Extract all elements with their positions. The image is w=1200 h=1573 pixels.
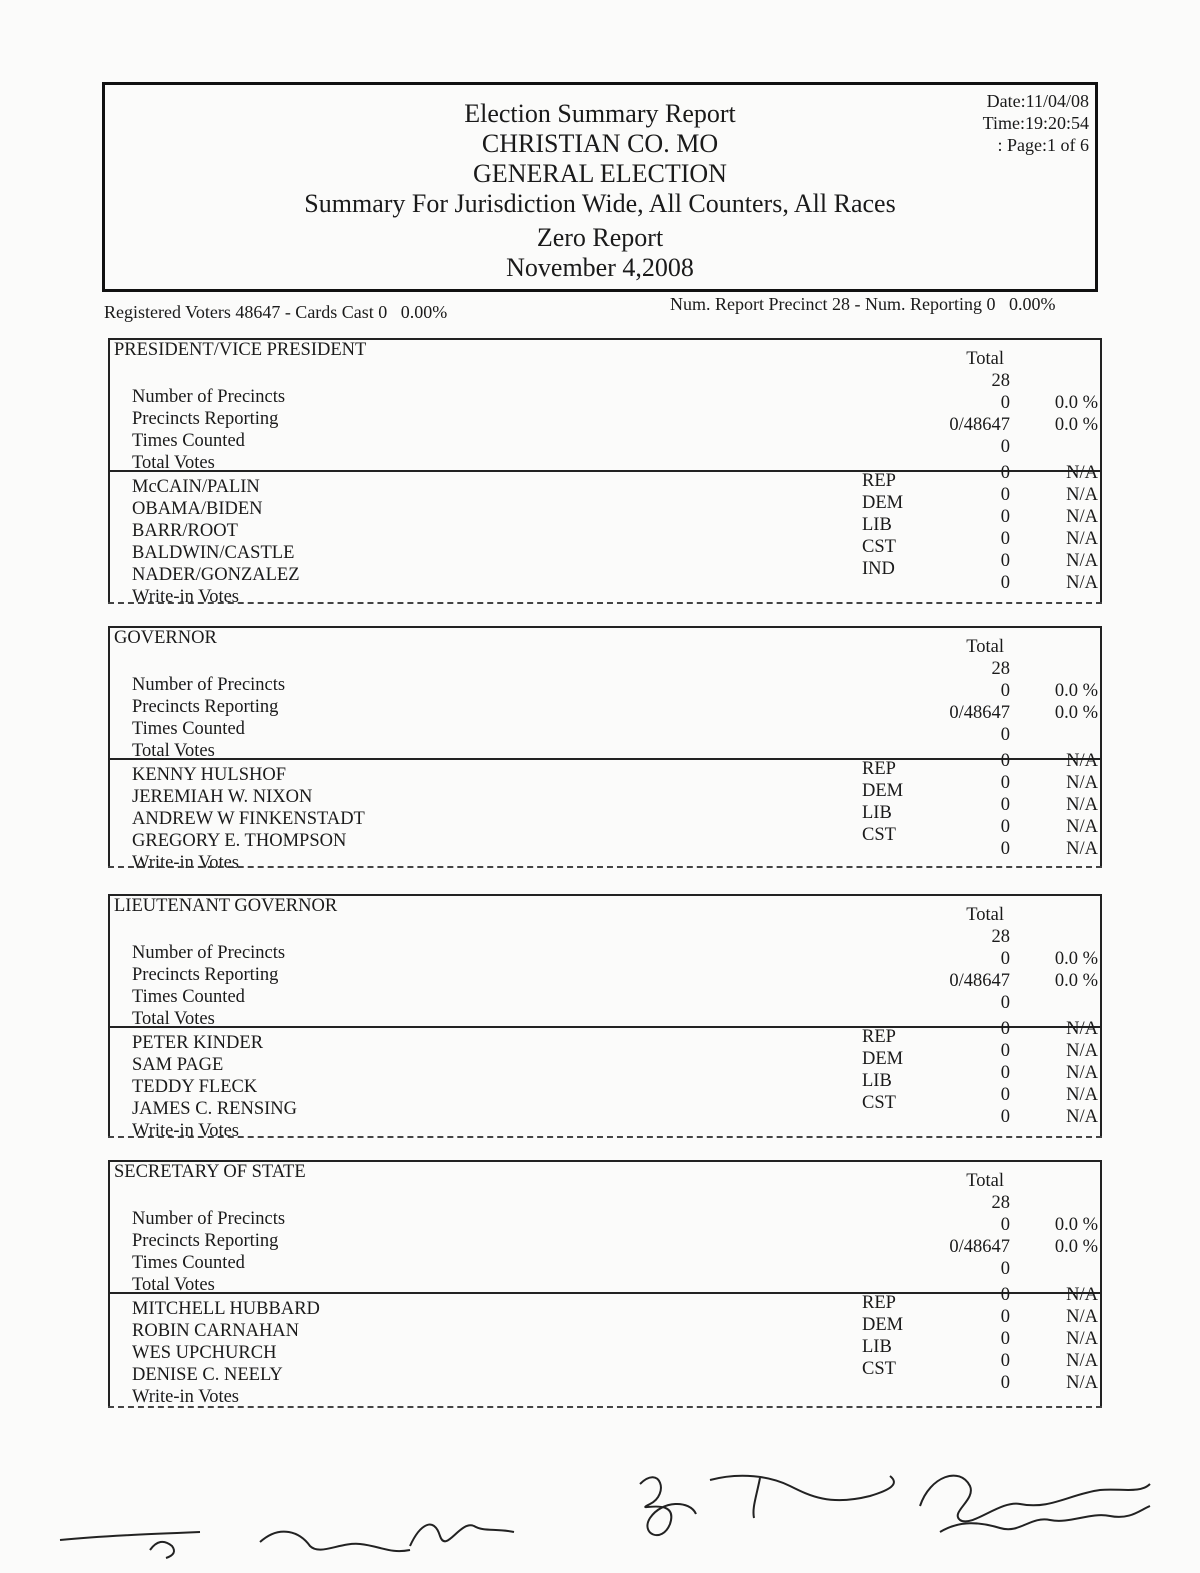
candidate-votes: 0 — [1000, 1063, 1010, 1083]
stat-label: Number of Precincts — [132, 387, 286, 407]
candidate-votes: 0 — [1000, 1329, 1010, 1349]
stat-label: Number of Precincts — [132, 943, 286, 963]
candidate-name: ROBIN CARNAHAN — [132, 1321, 300, 1341]
candidate-name: PETER KINDER — [132, 1033, 264, 1053]
stat-value: 28 — [991, 659, 1010, 679]
stat-label: Precincts Reporting — [132, 697, 279, 717]
candidate-party: CST — [862, 1093, 896, 1113]
stat-label: Number of Precincts — [132, 675, 286, 695]
page-number: : Page:1 of 6 — [997, 135, 1089, 155]
candidate-percent: N/A — [1066, 1019, 1098, 1039]
candidate-votes: 0 — [1000, 1373, 1010, 1393]
stat-percent: 0.0 % — [1054, 703, 1098, 723]
county-name: CHRISTIAN CO. MO — [481, 129, 719, 158]
candidate-percent: N/A — [1066, 551, 1098, 571]
stat-value: 0 — [1000, 393, 1010, 413]
stat-percent: 0.0 % — [1054, 415, 1098, 435]
candidate-percent: N/A — [1066, 463, 1098, 483]
candidate-party: LIB — [862, 515, 892, 535]
candidate-name: BALDWIN/CASTLE — [132, 543, 295, 563]
stat-label: Precincts Reporting — [132, 965, 279, 985]
candidate-percent: N/A — [1066, 839, 1098, 859]
candidate-votes: 0 — [1000, 463, 1010, 483]
stat-value: 0 — [1000, 681, 1010, 701]
candidate-percent: N/A — [1066, 573, 1098, 593]
registered-voters-line: Registered Voters 48647 - Cards Cast 0 0.00% — [104, 302, 448, 322]
race-lieutenant-governor — [108, 894, 1102, 1141]
candidate-percent: N/A — [1066, 1041, 1098, 1061]
candidate-votes: 0 — [1000, 1041, 1010, 1061]
candidate-votes: 0 — [1000, 529, 1010, 549]
race-title: GOVERNOR — [114, 628, 217, 648]
stat-label: Precincts Reporting — [132, 1231, 279, 1251]
candidate-percent: N/A — [1066, 1373, 1098, 1393]
stat-label: Total Votes — [132, 1275, 215, 1295]
candidate-name: DENISE C. NEELY — [132, 1365, 283, 1385]
stat-label: Times Counted — [132, 987, 245, 1007]
race-secretary-of-state — [108, 1160, 1102, 1408]
race-title: PRESIDENT/VICE PRESIDENT — [114, 340, 367, 360]
report-scope: Summary For Jurisdiction Wide, All Counters, All Races — [304, 189, 896, 218]
candidate-name: McCAIN/PALIN — [132, 477, 260, 497]
candidate-name: MITCHELL HUBBARD — [132, 1299, 320, 1319]
candidate-percent: N/A — [1066, 795, 1098, 815]
stat-value: 0 — [1000, 1215, 1010, 1235]
candidate-name: Write-in Votes — [132, 587, 239, 607]
candidate-percent: N/A — [1066, 1285, 1098, 1305]
section-divider — [110, 1292, 1100, 1294]
section-divider — [110, 470, 1100, 472]
stat-value: 0 — [1000, 1259, 1010, 1279]
election-date: November 4,2008 — [506, 253, 694, 282]
print-date: Date:11/04/08 — [986, 91, 1089, 111]
candidate-name: NADER/GONZALEZ — [132, 565, 300, 585]
race-title: SECRETARY OF STATE — [114, 1162, 306, 1182]
stat-value: 0 — [1000, 437, 1010, 457]
candidate-name: TEDDY FLECK — [132, 1077, 258, 1097]
candidate-percent: N/A — [1066, 1063, 1098, 1083]
candidate-votes: 0 — [1000, 1351, 1010, 1371]
candidate-party: LIB — [862, 803, 892, 823]
precincts-reporting-line: Num. Report Precinct 28 - Num. Reporting 0 0.00% — [670, 294, 1056, 314]
stat-value: 0/48647 — [949, 1237, 1010, 1257]
stat-label: Precincts Reporting — [132, 409, 279, 429]
candidate-votes: 0 — [1000, 485, 1010, 505]
candidate-party: CST — [862, 825, 896, 845]
stat-value: 0 — [1000, 993, 1010, 1013]
candidate-party: REP — [862, 759, 896, 779]
race-governor — [108, 626, 1102, 873]
candidate-votes: 0 — [1000, 551, 1010, 571]
candidate-votes: 0 — [1000, 507, 1010, 527]
stat-value: 0/48647 — [949, 703, 1010, 723]
stat-label: Number of Precincts — [132, 1209, 286, 1229]
stat-value: 0 — [1000, 949, 1010, 969]
stat-value: 28 — [991, 1193, 1010, 1213]
candidate-percent: N/A — [1066, 485, 1098, 505]
candidate-party: CST — [862, 1359, 896, 1379]
candidate-party: CST — [862, 537, 896, 557]
print-time: Time:19:20:54 — [982, 113, 1089, 133]
candidate-votes: 0 — [1000, 751, 1010, 771]
candidate-votes: 0 — [1000, 773, 1010, 793]
stat-percent: 0.0 % — [1054, 1237, 1098, 1257]
stat-label: Total Votes — [132, 741, 215, 761]
stat-value: 28 — [991, 371, 1010, 391]
candidate-party: REP — [862, 471, 896, 491]
race-bottom-border — [108, 602, 1102, 604]
stat-label: Total Votes — [132, 453, 215, 473]
total-column-header: Total — [966, 637, 1004, 657]
candidate-party: DEM — [862, 493, 904, 513]
stat-value: 0 — [1000, 725, 1010, 745]
candidate-votes: 0 — [1000, 795, 1010, 815]
candidate-votes: 0 — [1000, 1019, 1010, 1039]
candidate-votes: 0 — [1000, 817, 1010, 837]
total-column-header: Total — [966, 349, 1004, 369]
candidate-name: JAMES C. RENSING — [132, 1099, 297, 1119]
candidate-party: REP — [862, 1293, 896, 1313]
race-bottom-border — [108, 866, 1102, 868]
candidate-name: BARR/ROOT — [132, 521, 238, 541]
candidate-party: REP — [862, 1027, 896, 1047]
candidate-votes: 0 — [1000, 839, 1010, 859]
candidate-percent: N/A — [1066, 1085, 1098, 1105]
candidate-percent: N/A — [1066, 1107, 1098, 1127]
race-bottom-border — [108, 1136, 1102, 1138]
candidate-percent: N/A — [1066, 1307, 1098, 1327]
race-title: LIEUTENANT GOVERNOR — [114, 896, 338, 916]
stat-percent: 0.0 % — [1054, 971, 1098, 991]
candidate-votes: 0 — [1000, 1085, 1010, 1105]
stat-percent: 0.0 % — [1054, 681, 1098, 701]
report-header — [102, 82, 1098, 292]
stat-value: 28 — [991, 927, 1010, 947]
candidate-name: WES UPCHURCH — [132, 1343, 277, 1363]
candidate-party: DEM — [862, 781, 904, 801]
report-type: Zero Report — [536, 223, 664, 252]
candidate-party: DEM — [862, 1049, 904, 1069]
stat-percent: 0.0 % — [1054, 949, 1098, 969]
section-divider — [110, 758, 1100, 760]
candidate-party: DEM — [862, 1315, 904, 1335]
candidate-name: GREGORY E. THOMPSON — [132, 831, 347, 851]
stat-label: Total Votes — [132, 1009, 215, 1029]
candidate-percent: N/A — [1066, 773, 1098, 793]
candidate-party: LIB — [862, 1071, 892, 1091]
total-column-header: Total — [966, 905, 1004, 925]
signatures — [40, 1450, 1190, 1565]
candidate-percent: N/A — [1066, 529, 1098, 549]
candidate-percent: N/A — [1066, 751, 1098, 771]
race-president — [108, 338, 1102, 607]
candidate-party: LIB — [862, 1337, 892, 1357]
candidate-votes: 0 — [1000, 1107, 1010, 1127]
candidate-percent: N/A — [1066, 817, 1098, 837]
candidate-percent: N/A — [1066, 1351, 1098, 1371]
race-bottom-border — [108, 1406, 1102, 1408]
section-divider — [110, 1026, 1100, 1028]
report-title: Election Summary Report — [464, 99, 736, 128]
candidate-party: IND — [862, 559, 895, 579]
candidate-votes: 0 — [1000, 1285, 1010, 1305]
candidate-name: KENNY HULSHOF — [132, 765, 286, 785]
stat-label: Times Counted — [132, 1253, 245, 1273]
candidate-percent: N/A — [1066, 507, 1098, 527]
candidate-name: SAM PAGE — [132, 1055, 224, 1075]
candidate-votes: 0 — [1000, 573, 1010, 593]
candidate-name: Write-in Votes — [132, 1121, 239, 1141]
stat-label: Times Counted — [132, 431, 245, 451]
candidate-percent: N/A — [1066, 1329, 1098, 1349]
candidate-name: OBAMA/BIDEN — [132, 499, 263, 519]
stat-percent: 0.0 % — [1054, 393, 1098, 413]
candidate-name: ANDREW W FINKENSTADT — [132, 809, 365, 829]
candidate-votes: 0 — [1000, 1307, 1010, 1327]
candidate-name: Write-in Votes — [132, 1387, 239, 1407]
stat-value: 0/48647 — [949, 971, 1010, 991]
election-name: GENERAL ELECTION — [473, 159, 727, 188]
candidate-name: JEREMIAH W. NIXON — [132, 787, 313, 807]
stat-percent: 0.0 % — [1054, 1215, 1098, 1235]
candidate-name: Write-in Votes — [132, 853, 239, 873]
stat-value: 0/48647 — [949, 415, 1010, 435]
stat-label: Times Counted — [132, 719, 245, 739]
total-column-header: Total — [966, 1171, 1004, 1191]
